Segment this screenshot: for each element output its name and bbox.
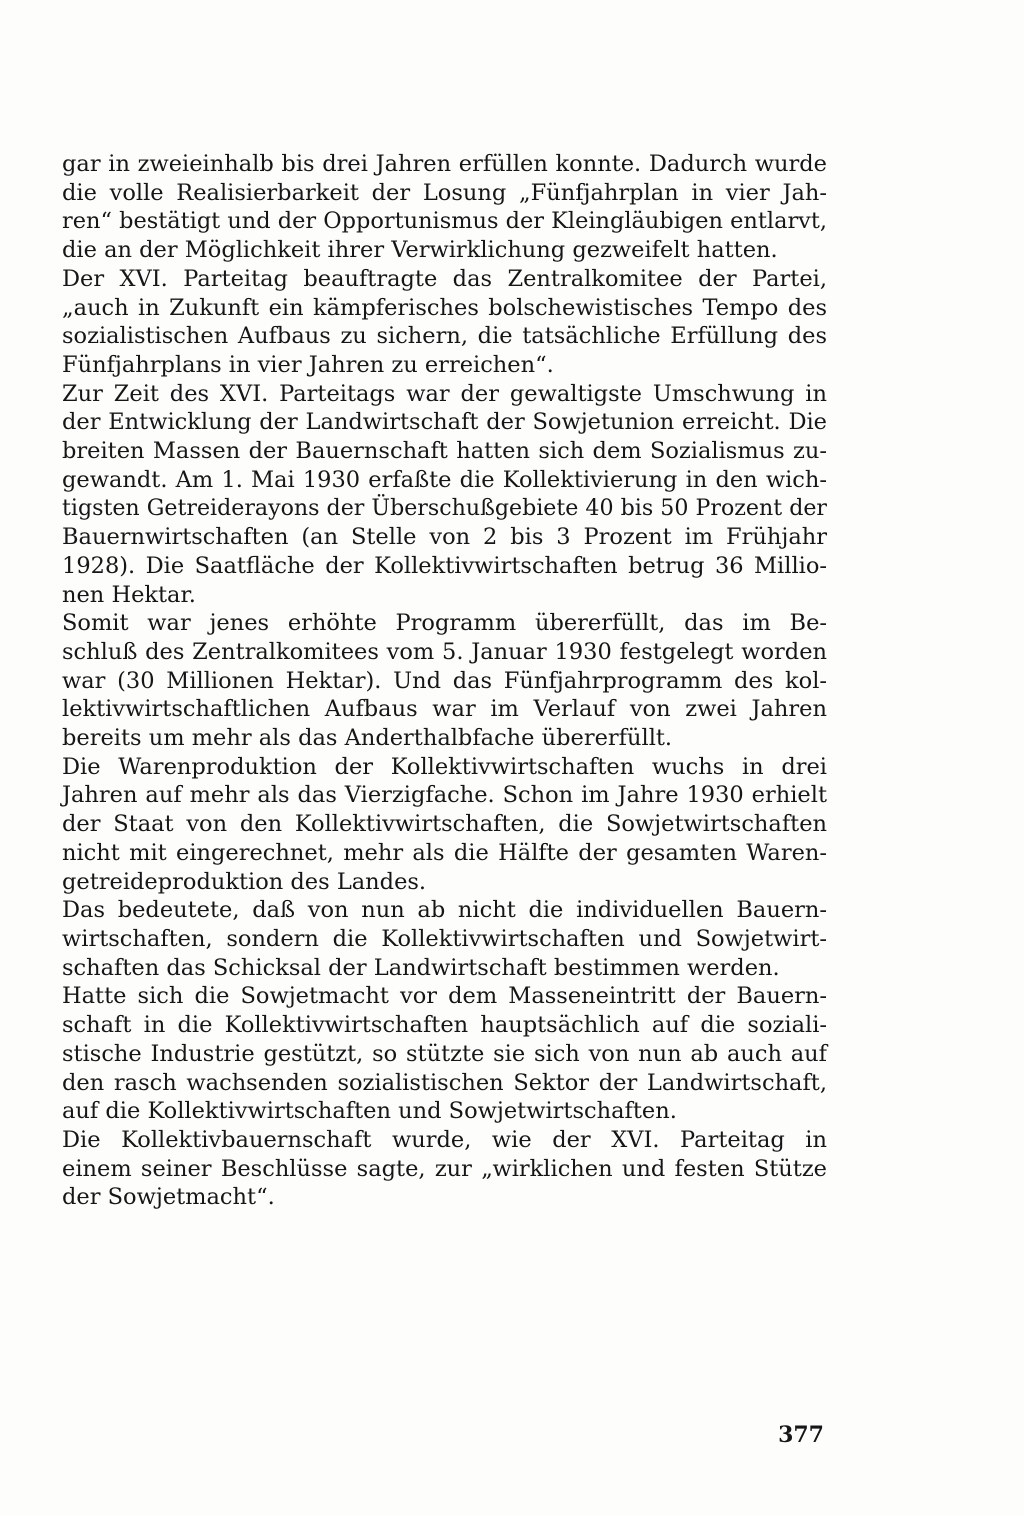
- text-line: der Entwicklung der Landwirtschaft der Sowjetunion erreicht. Die: [62, 409, 827, 436]
- text-line: stische Industrie gestützt, so stützte sie sich von nun ab auch auf: [62, 1040, 827, 1067]
- text-line: Somit war jenes erhöhte Programm übererfüllt, das im Be-: [62, 610, 827, 637]
- text-line: auf die Kollektivwirtschaften und Sowjetwirtschaften.: [62, 1098, 677, 1125]
- text-line: die an der Möglichkeit ihrer Verwirklichung gezweifelt hatten.: [62, 237, 778, 264]
- text-line: die volle Realisierbarkeit der Losung „Fünfjahrplan in vier Jah-: [62, 179, 827, 206]
- text-line: Die Warenproduktion der Kollektivwirtschaften wuchs in drei: [62, 753, 827, 780]
- text-line: Die Kollektivbauernschaft wurde, wie der XVI. Parteitag in: [62, 1126, 827, 1153]
- page-number: 377: [778, 1422, 824, 1448]
- text-line: Fünfjahrplans in vier Jahren zu erreichen“.: [62, 351, 554, 378]
- body-text: [62, 150, 827, 1212]
- text-line: tigsten Getreiderayons der Überschußgebiete 40 bis 50 Prozent der: [62, 495, 827, 522]
- text-line: Das bedeutete, daß von nun ab nicht die individuellen Bauern-: [62, 897, 827, 924]
- paragraph: [62, 609, 827, 753]
- text-line: den rasch wachsenden sozialistischen Sektor der Landwirtschaft,: [62, 1069, 827, 1096]
- text-line: Hatte sich die Sowjetmacht vor dem Masseneintritt der Bauern-: [62, 983, 827, 1010]
- text-line: der Sowjetmacht“.: [62, 1184, 275, 1211]
- text-line: lektivwirtschaftlichen Aufbaus war im Verlauf von zwei Jahren: [62, 696, 827, 723]
- paragraph: [62, 150, 827, 265]
- text-line: „auch in Zukunft ein kämpferisches bolschewistisches Tempo des: [62, 294, 827, 321]
- text-line: schaft in die Kollektivwirtschaften hauptsächlich auf die soziali-: [62, 1012, 827, 1039]
- paragraph: [62, 896, 827, 982]
- paragraph: [62, 265, 827, 380]
- text-line: bereits um mehr als das Anderthalbfache übererfüllt.: [62, 725, 673, 752]
- text-line: Der XVI. Parteitag beauftragte das Zentralkomitee der Partei,: [62, 265, 827, 292]
- text-line: ren“ bestätigt und der Opportunismus der Kleingläubigen entlarvt,: [62, 208, 827, 235]
- paragraph: [62, 982, 827, 1126]
- text-line: Bauernwirtschaften (an Stelle von 2 bis 3 Prozent im Frühjahr: [62, 524, 827, 551]
- paragraph: [62, 753, 827, 897]
- text-line: Zur Zeit des XVI. Parteitags war der gewaltigste Umschwung in: [62, 380, 827, 407]
- text-line: Jahren auf mehr als das Vierzigfache. Schon im Jahre 1930 erhielt: [62, 782, 827, 809]
- text-line: nen Hektar.: [62, 581, 196, 608]
- text-line: gar in zweieinhalb bis drei Jahren erfüllen konnte. Dadurch wurde: [62, 151, 827, 177]
- text-line: nicht mit eingerechnet, mehr als die Hälfte der gesamten Waren-: [62, 839, 827, 866]
- text-line: getreideproduktion des Landes.: [62, 868, 427, 895]
- text-line: 1928). Die Saatfläche der Kollektivwirtschaften betrug 36 Millio-: [62, 552, 827, 579]
- text-line: gewandt. Am 1. Mai 1930 erfaßte die Kollektivierung in den wich-: [62, 466, 827, 493]
- text-line: breiten Massen der Bauernschaft hatten sich dem Sozialismus zu-: [62, 438, 827, 465]
- text-line: sozialistischen Aufbaus zu sichern, die tatsächliche Erfüllung des: [62, 323, 827, 350]
- text-line: wirtschaften, sondern die Kollektivwirtschaften und Sowjetwirt-: [62, 925, 827, 952]
- text-line: einem seiner Beschlüsse sagte, zur „wirklichen und festen Stütze: [62, 1155, 827, 1182]
- paragraph: [62, 380, 827, 610]
- text-line: schaften das Schicksal der Landwirtschaft bestimmen werden.: [62, 954, 780, 981]
- text-line: schluß des Zentralkomitees vom 5. Januar 1930 festgelegt worden: [62, 638, 827, 665]
- text-line: der Staat von den Kollektivwirtschaften, die Sowjetwirtschaften: [62, 811, 827, 838]
- paragraph: [62, 1126, 827, 1212]
- text-line: war (30 Millionen Hektar). Und das Fünfjahrprogramm des kol-: [62, 667, 827, 694]
